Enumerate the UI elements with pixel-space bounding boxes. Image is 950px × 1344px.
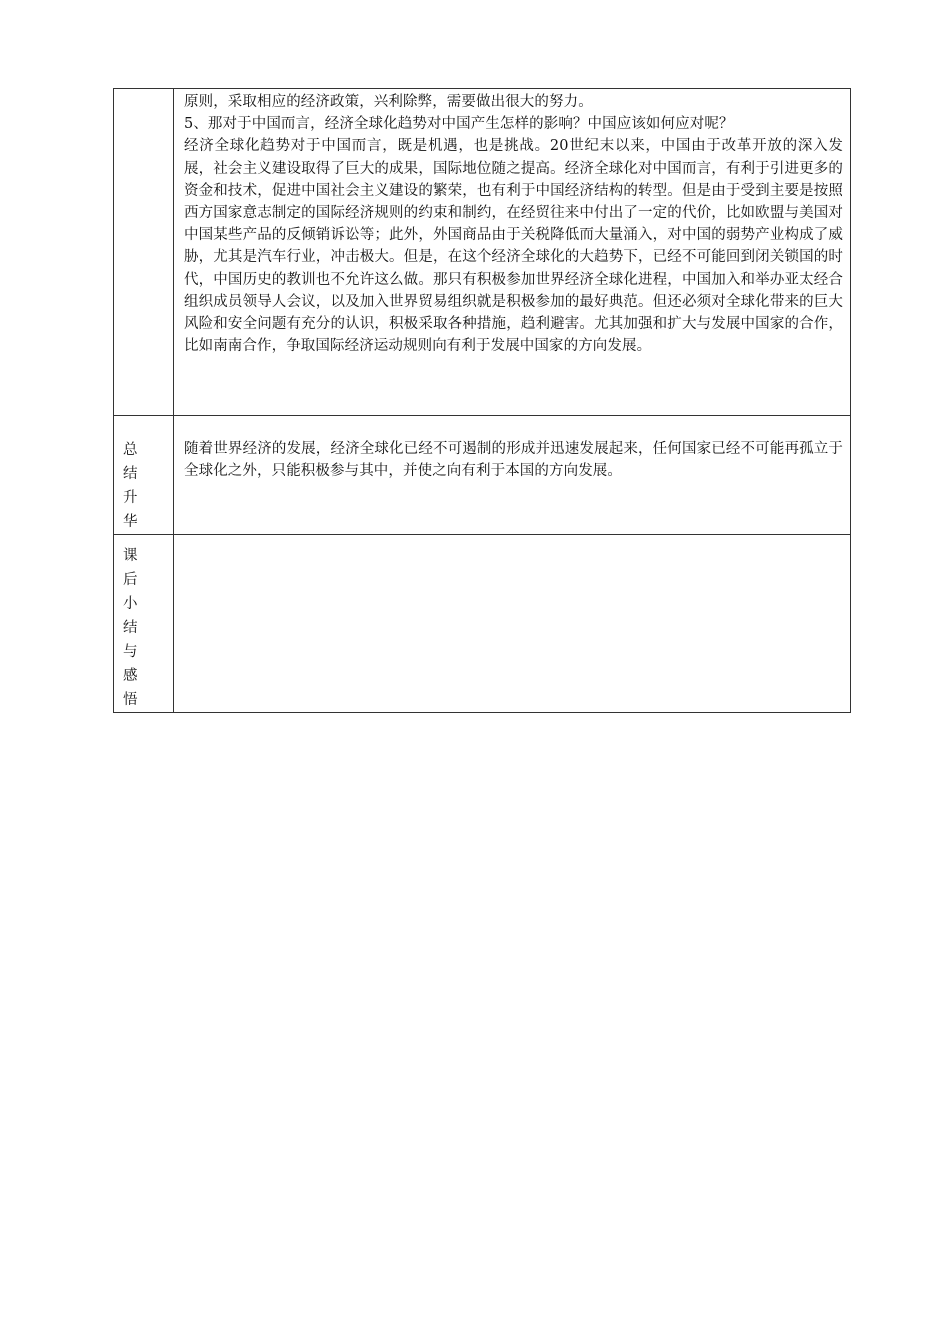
row-label-cell xyxy=(114,89,174,416)
table-row xyxy=(114,416,851,535)
table-row xyxy=(114,89,851,416)
answer-paragraph: 经济全球化趋势对于中国而言，既是机遇，也是挑战。20世纪末以来，中国由于改革开放的深入发展，社会主义建设取得了巨大的成果，国际地位随之提高。经济全球化对中国而言，有利于引进更多的资金和技术，促进中国社会主义建设的繁荣，也有利于中国经济结构的转型。但是由于受到主要是按照西方国家意志制定的国际经济规则的约束和制约，在经贸往来中付出了一定的代价，比如欧盟与美国对中国某些产品的反倾销诉讼等；此外，外国商品由于关税降低而大量涌入，对中国的弱势产业构成了威胁，尤其是汽车行业，冲击极大。但是，在这个经济全球化的大趋势下，已经不可能回到闭关锁国的时代，中国历史的教训也不允许这么做。那只有积极参加世界经济全球化进程，中国加入和举办亚太经合组织成员领导人会议，以及加入世界贸易组织就是积极参加的最好典范。但还必须对全球化带来的巨大风险和安全问题有充分的认识，积极采取各种措施，趋利避害。尤其加强和扩大与发展中国家的合作，比如南南合作，争取国际经济运动规则向有利于发展中国家的方向发展。 xyxy=(184,138,843,355)
row-label xyxy=(114,89,173,111)
row-label-cell xyxy=(114,416,174,535)
summary-content-cell xyxy=(174,416,851,535)
table-row xyxy=(114,535,851,713)
row-label-cell xyxy=(114,535,174,713)
question-5: 5、那对于中国而言，经济全球化趋势对中国产生怎样的影响？中国应该如何应对呢？ xyxy=(184,116,734,133)
lesson-plan-table xyxy=(113,88,851,713)
paragraph-continuation: 原则，采取相应的经济政策，兴利除弊，需要做出很大的努力。 xyxy=(184,94,593,110)
reflection-label: 课后小结与感悟 xyxy=(123,548,152,708)
discussion-content-cell xyxy=(174,89,851,416)
summary-text: 随着世界经济的发展，经济全球化已经不可遏制的形成并迅速发展起来，任何国家已经不可能再孤立于全球化之外，只能积极参与其中，并使之向有利于本国的方向发展。 xyxy=(184,441,843,480)
summary-label: 总结升华 xyxy=(123,442,152,530)
reflection-content-cell[interactable] xyxy=(174,535,851,713)
